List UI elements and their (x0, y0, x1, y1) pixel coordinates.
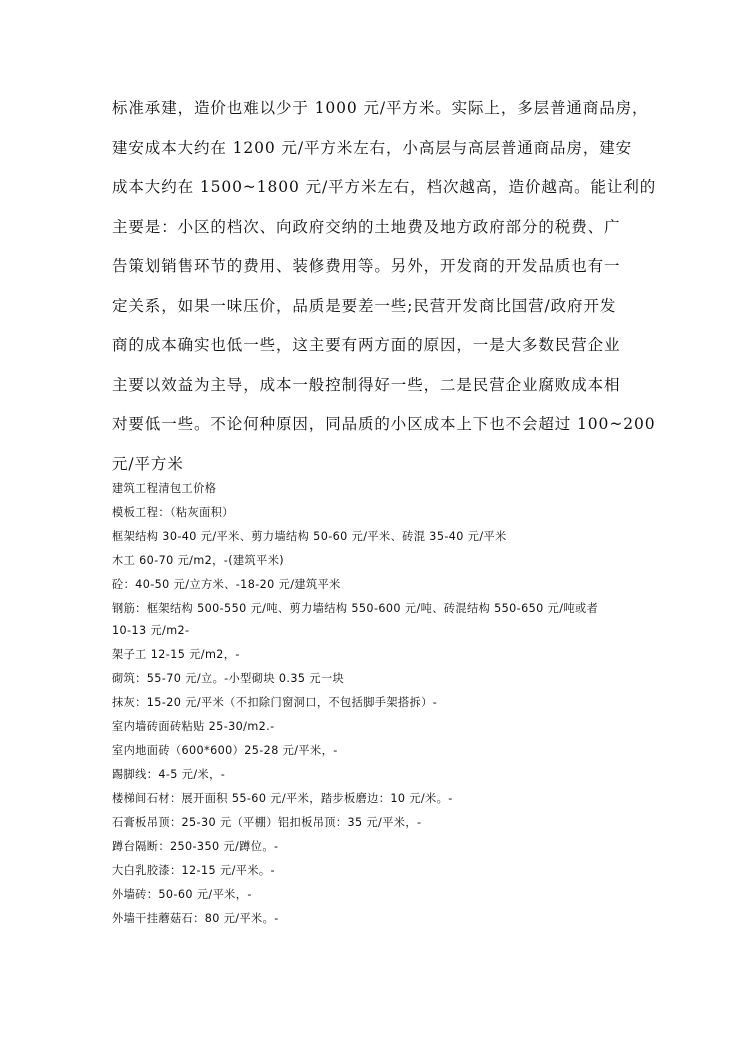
price-list-item: 室内地面砖（600*600）25-28 元/平米，- (112, 744, 338, 757)
price-list-item: 钢筋：框架结构 500-550 元/吨、剪力墙结构 550-600 元/吨、砖混结构 550-650 元/吨或者 (112, 602, 599, 615)
price-list-item: 砼：40-50 元/立方米、-18-20 元/建筑平米 (112, 578, 341, 591)
price-list-item: 模板工程：（粘灰面积） (112, 506, 234, 519)
paragraph-line: 告策划销售环节的费用、装修费用等。另外，开发商的开发品质也有一 (112, 257, 621, 275)
labor-price-list (112, 477, 652, 931)
paragraph-line: 标准承建，造价也难以少于 1000 元/平方米。实际上，多层普通商品房， (112, 99, 649, 117)
price-list-heading: 建筑工程清包工价格 (112, 482, 217, 495)
price-list-item: 大白乳胶漆：12-15 元/平米。- (112, 864, 275, 877)
paragraph-line: 对要低一些。不论何种原因，同品质的小区成本上下也不会超过 100~200 (112, 415, 656, 433)
paragraph-line: 成本大约在 1500~1800 元/平方米左右，档次越高，造价越高。能让利的 (112, 178, 657, 196)
price-list-item: 外墙干挂蘑菇石：80 元/平米。- (112, 912, 279, 925)
price-list-item: 楼梯间石材：展开面积 55-60 元/平米，踏步板磨边：10 元/米。- (112, 792, 453, 805)
price-list-item: 蹲台隔断：250-350 元/蹲位。- (112, 840, 279, 853)
price-list-item: 砌筑：55-70 元/立。-小型砌块 0.35 元一块 (112, 672, 345, 685)
price-list-item: 外墙砖：50-60 元/平米，- (112, 888, 252, 901)
price-list-item: 架子工 12-15 元/m2，- (112, 648, 240, 661)
price-list-item: 抹灰：15-20 元/平米（不扣除门窗洞口，不包括脚手架搭拆）- (112, 696, 438, 709)
paragraph-line: 定关系，如果一味压价，品质是要差一些;民营开发商比国营/政府开发 (112, 296, 617, 315)
paragraph-line: 主要是：小区的档次、向政府交纳的土地费及地方政府部分的税费、广 (112, 217, 621, 236)
paragraph-line: 商的成本确实也低一些，这主要有两方面的原因，一是大多数民营企业 (112, 336, 621, 354)
cost-analysis-paragraph (112, 89, 657, 484)
price-list-item: 石膏板吊顶：25-30 元（平棚）铝扣板吊顶：35 元/平米，- (112, 816, 422, 829)
price-list-item: 框架结构 30-40 元/平米、剪力墙结构 50-60 元/平米、砖混 35-40 元/平米 (112, 530, 507, 543)
price-list-item-continuation: 10-13 元/m2- (112, 624, 190, 637)
price-list-item: 踢脚线：4-5 元/米，- (112, 768, 226, 781)
price-list-item: 木工 60-70 元/m2，-(建筑平米) (112, 554, 285, 567)
price-list-item: 室内墙砖面砖粘贴 25-30/m2.- (112, 720, 275, 733)
paragraph-line: 主要以效益为主导，成本一般控制得好一些，二是民营企业腐败成本相 (112, 375, 621, 394)
paragraph-line: 建安成本大约在 1200 元/平方米左右，小高层与高层普通商品房，建安 (112, 138, 633, 157)
paragraph-line: 元/平方米 (112, 454, 184, 473)
